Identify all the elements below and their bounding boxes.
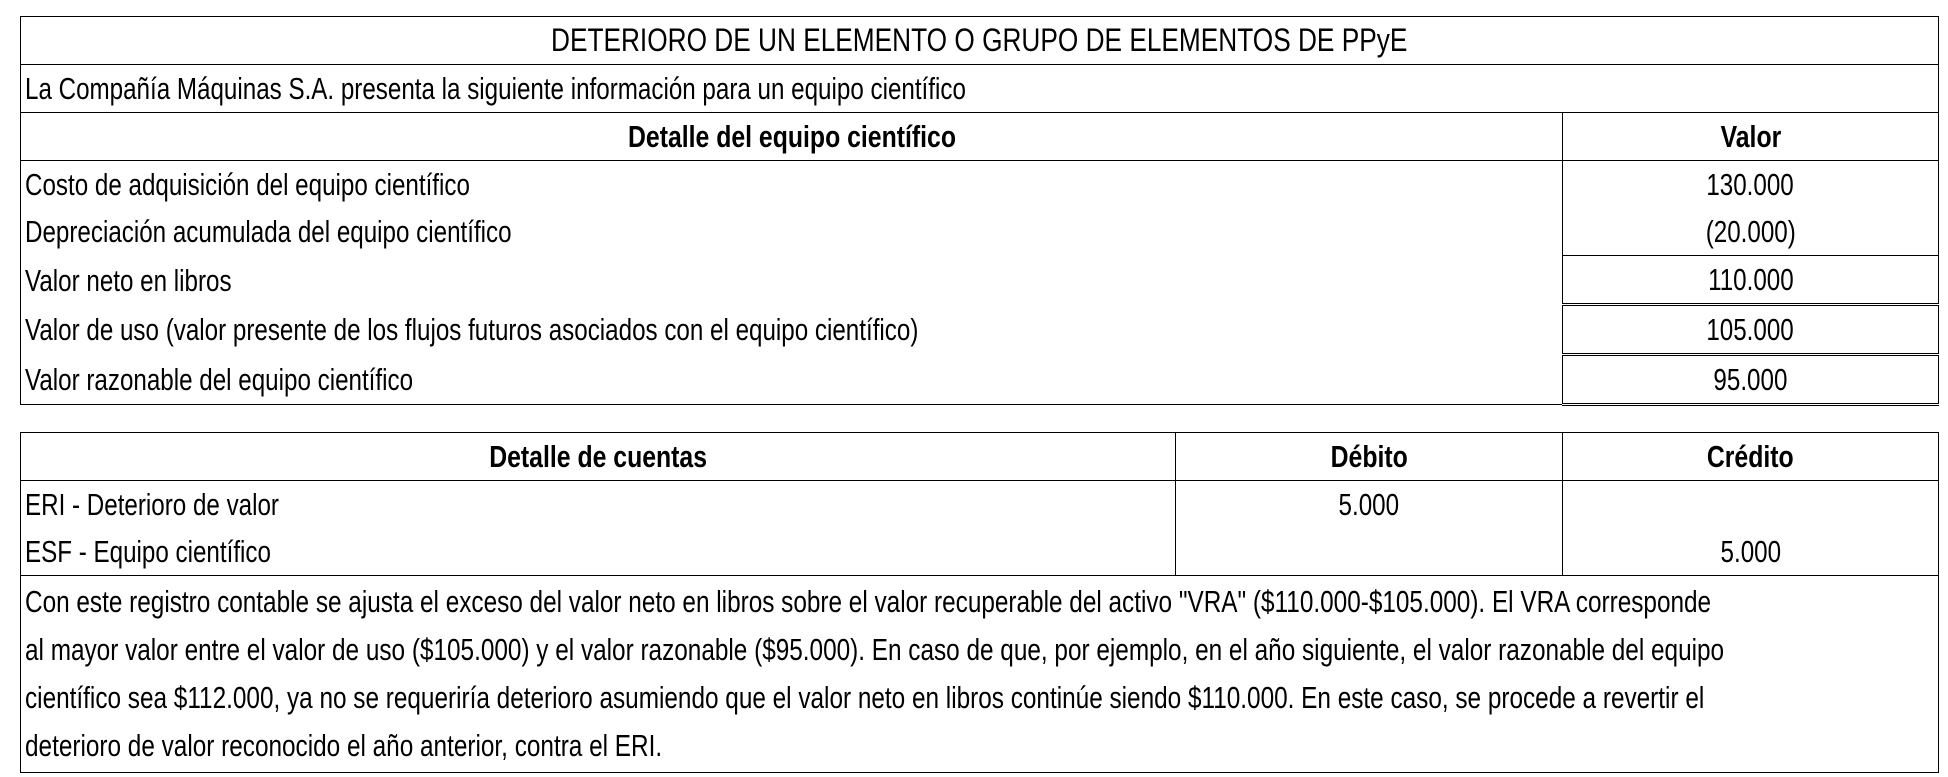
row-value: 110.000 bbox=[1563, 256, 1939, 305]
credit-cell: 5.000 bbox=[1563, 528, 1939, 576]
row-label: Valor de uso (valor presente de los flujos futuros asociados con el equipo científico) bbox=[21, 305, 1563, 355]
detail-header: Detalle del equipo científico bbox=[21, 113, 1563, 161]
row-label: Valor neto en libros bbox=[21, 256, 1563, 305]
account-cell: ERI - Deterioro de valor bbox=[21, 481, 1176, 529]
row-label: Costo de adquisición del equipo científico bbox=[21, 161, 1563, 209]
impairment-info-table bbox=[20, 16, 1939, 406]
table-row bbox=[21, 528, 1939, 576]
value-header: Valor bbox=[1563, 113, 1939, 161]
table-row bbox=[21, 161, 1939, 209]
table-row bbox=[21, 256, 1939, 305]
row-value: (20.000) bbox=[1563, 208, 1939, 256]
row-value: 95.000 bbox=[1563, 355, 1939, 405]
table-row bbox=[21, 208, 1939, 256]
explanation-note bbox=[21, 576, 1939, 773]
debit-header: Débito bbox=[1176, 433, 1563, 481]
note-line: al mayor valor entre el valor de uso ($105.000) y el valor razonable ($95.000). En caso de que, por ejemplo, en el año siguiente, el valor razonable del equipo bbox=[25, 632, 1725, 667]
main-title: DETERIORO DE UN ELEMENTO O GRUPO DE ELEMENTOS DE PPyE bbox=[21, 17, 1939, 65]
note-line: deterioro de valor reconocido el año anterior, contra el ERI. bbox=[25, 728, 663, 763]
table-row bbox=[21, 355, 1939, 405]
row-value: 105.000 bbox=[1563, 305, 1939, 355]
debit-cell: 5.000 bbox=[1176, 481, 1563, 529]
intro-text: La Compañía Máquinas S.A. presenta la siguiente información para un equipo científico bbox=[21, 65, 1939, 113]
row-label: Depreciación acumulada del equipo científico bbox=[21, 208, 1563, 256]
accounts-header: Detalle de cuentas bbox=[21, 433, 1176, 481]
journal-entry-table bbox=[20, 432, 1939, 773]
note-line: científico sea $112.000, ya no se requeriría deterioro asumiendo que el valor neto en libros continúe siendo $110.000. En este caso, se procede a revertir el bbox=[25, 680, 1705, 715]
debit-cell bbox=[1176, 528, 1563, 576]
row-value: 130.000 bbox=[1563, 161, 1939, 209]
credit-cell bbox=[1563, 481, 1939, 529]
table-row bbox=[21, 481, 1939, 529]
note-line: Con este registro contable se ajusta el exceso del valor neto en libros sobre el valor recuperable del activo "VRA" ($110.000-$105.000). El VRA corresponde bbox=[25, 584, 1712, 619]
table-row bbox=[21, 305, 1939, 355]
row-label: Valor razonable del equipo científico bbox=[21, 355, 1563, 405]
account-cell: ESF - Equipo científico bbox=[21, 528, 1176, 576]
credit-header: Crédito bbox=[1563, 433, 1939, 481]
